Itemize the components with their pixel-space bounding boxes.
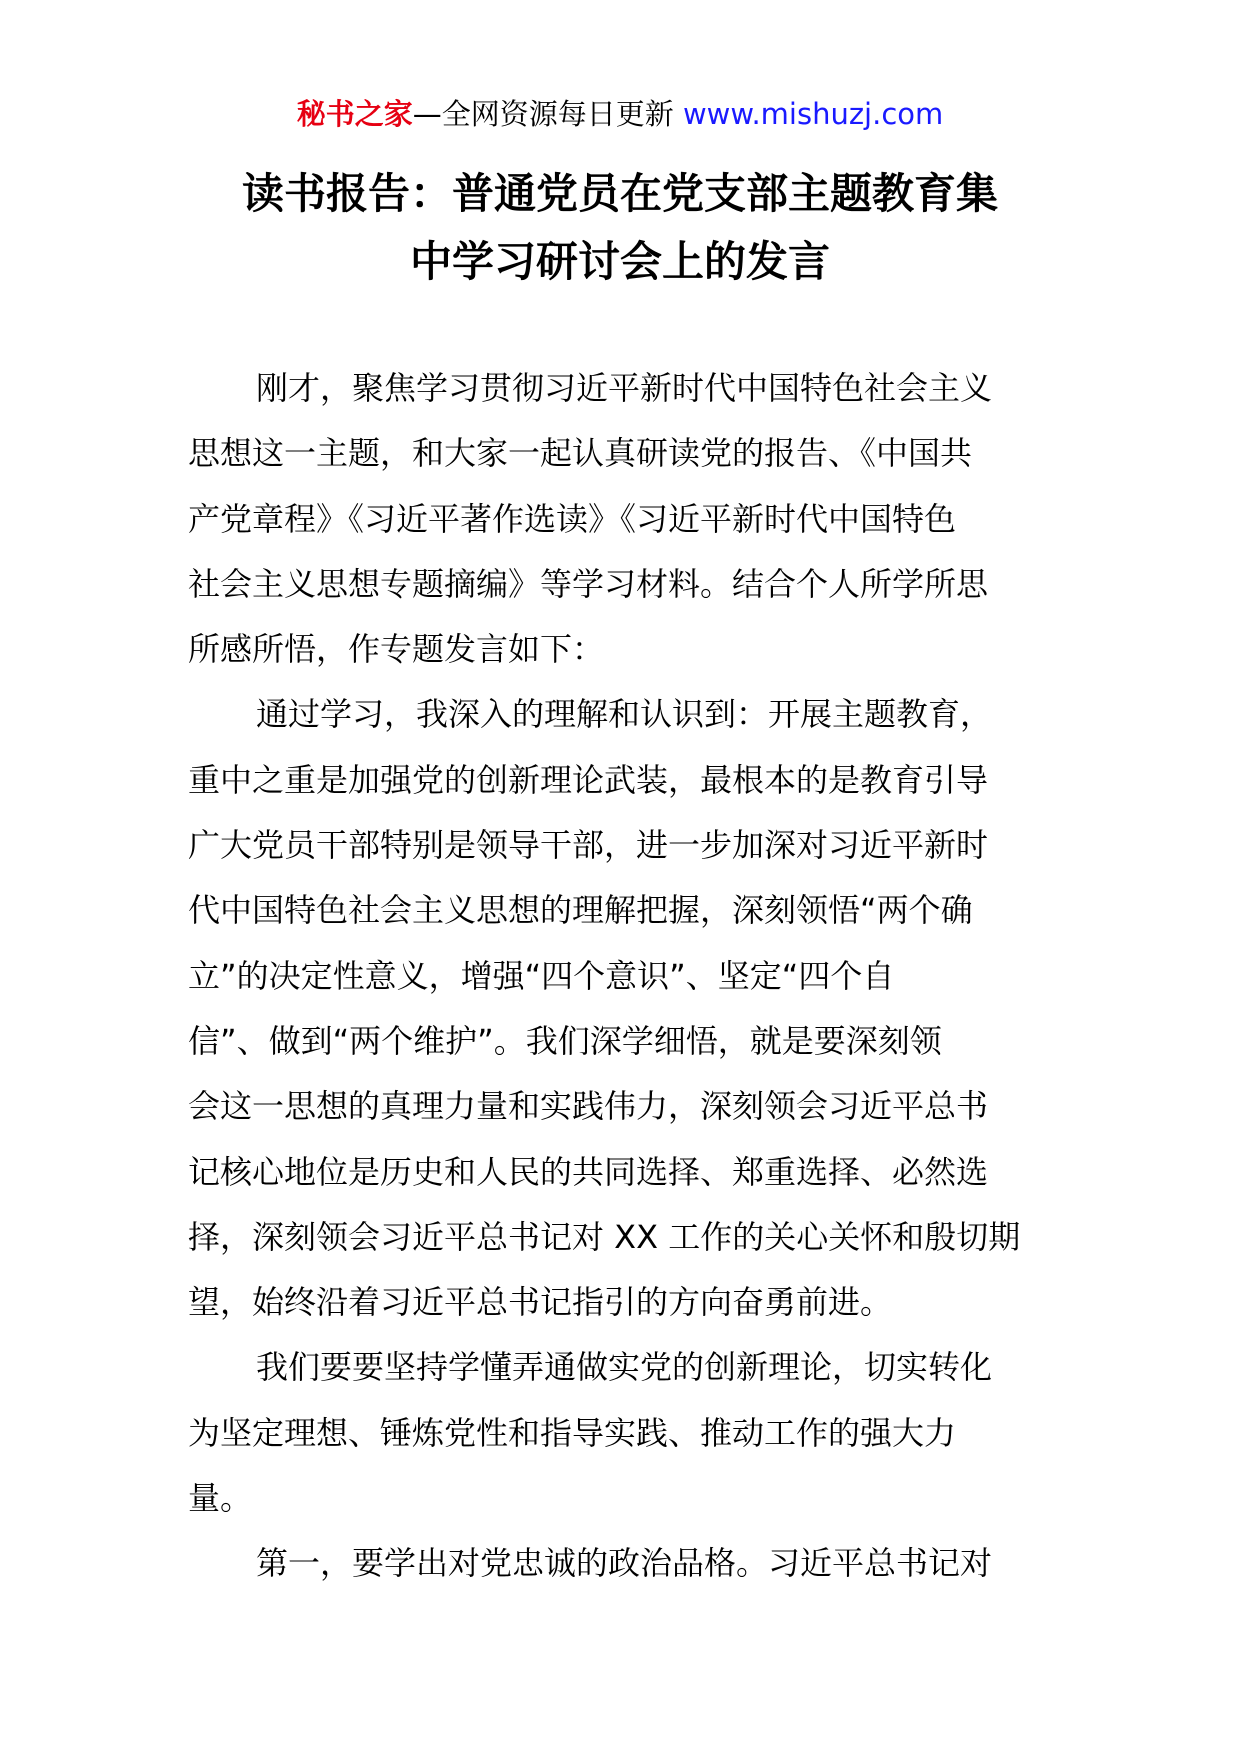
text-line: 刚才，聚焦学习贯彻习近平新时代中国特色社会主义	[256, 369, 993, 407]
site-header	[0, 94, 1240, 134]
text-line: 所感所悟，作专题发言如下：	[188, 630, 605, 669]
text-line: 记核心地位是历史和人民的共同选择、郑重选择、必然选	[188, 1152, 989, 1191]
text-line: 量。	[188, 1479, 253, 1518]
text-line: 社会主义思想专题摘编》等学习材料。结合个人所学所思	[188, 564, 989, 603]
text-line: 会这一思想的真理力量和实践伟力，深刻领会习近平总书	[188, 1087, 989, 1126]
text-line: 第一，要学出对党忠诚的政治品格。习近平总书记对	[256, 1544, 993, 1583]
site-brand: 秘书之家	[296, 97, 413, 131]
site-tagline: —全网资源每日更新	[412, 97, 683, 131]
document-title	[0, 160, 1240, 296]
text-line: 望，始终沿着习近平总书记指引的方向奋勇前进。	[188, 1283, 893, 1322]
text-line: 信”、做到“两个维护”。我们深学细悟，就是要深刻领	[188, 1021, 942, 1060]
text-line: 广大党员干部特别是领导干部，进一步加深对习近平新时	[188, 826, 989, 865]
paragraph-understanding	[188, 682, 1058, 1335]
text-line: 通过学习，我深入的理解和认识到：开展主题教育，	[256, 695, 993, 734]
paragraph-intro	[188, 356, 1058, 682]
text-line: 思想这一主题，和大家一起认真研读党的报告、《中国共	[188, 434, 973, 473]
text-line: 为坚定理想、锤炼党性和指导实践、推动工作的强大力	[188, 1413, 957, 1452]
site-url-link[interactable]: www.mishuzj.com	[682, 97, 944, 131]
paragraph-commitment	[188, 1335, 1058, 1531]
text-line: 重中之重是加强党的创新理论武装，最根本的是教育引导	[188, 760, 989, 799]
text-line: 我们要要坚持学懂弄通做实党的创新理论，切实转化	[256, 1348, 993, 1387]
title-line-2: 中学习研讨会上的发言	[409, 237, 830, 286]
text-line: 代中国特色社会主义思想的理解把握，深刻领悟“两个确	[188, 891, 973, 930]
text-line: 产党章程》《习近平著作选读》《习近平新时代中国特色	[188, 499, 957, 538]
paragraph-first-point	[188, 1531, 1058, 1596]
text-line: 择，深刻领会习近平总书记对 XX 工作的关心关怀和殷切期	[188, 1217, 1021, 1256]
text-line: 立”的决定性意义，增强“四个意识”、坚定“四个自	[188, 956, 895, 995]
title-line-1: 读书报告：普通党员在党支部主题教育集	[241, 169, 998, 218]
document-body	[188, 356, 1058, 1597]
